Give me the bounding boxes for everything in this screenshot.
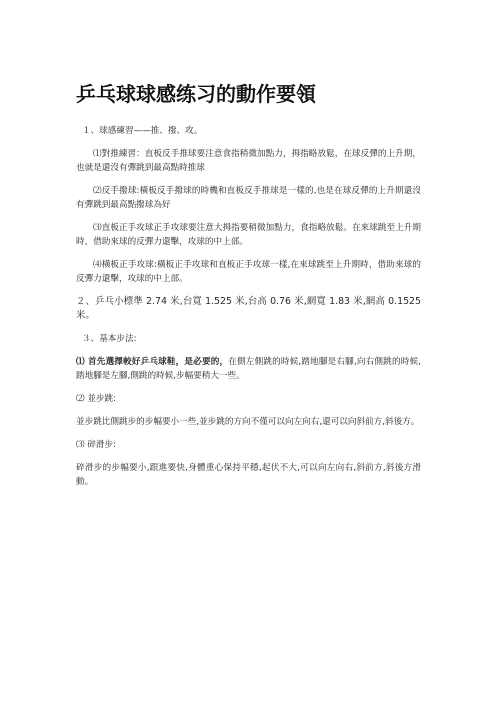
section-3-item-1-lead: ⑴ 首先選擇較好乒乓球鞋，是必要的， bbox=[76, 357, 229, 367]
section-3-item-2-text: 並步跳比側跳步的步幅要小一些,並步跳的方向不僅可以向左向右,還可以向斜前方,斜後方。 bbox=[76, 417, 420, 427]
section-3-item-3-text: 碎滑步的步幅要小,跟進要快,身體重心保持平穩,起伏不大,可以向左向右,斜前方,斜後方滑動。 bbox=[76, 463, 421, 487]
section-3-item-1-text: 在側左側跳的時候,踏地腳是右腳,向右側跳的時候,踏地腳是左腳,側跳的時候,步幅要稍大一些。 bbox=[76, 357, 421, 381]
section-3-heading: ３、基本步法: bbox=[82, 334, 137, 344]
section-3-item-3-heading: ⑶ 碎滑步: bbox=[76, 440, 117, 450]
document-title: 乒乓球球感练习的動作要領 bbox=[76, 82, 316, 106]
section-1-item-1: ⑴對推練習：直板反手推球要注意食指稍微加點力，拇指略放鬆，在球反彈的上升期，也就是還沒有彈跳到最高點時推球 bbox=[76, 149, 421, 173]
section-1-item-3: ⑶直板正手攻球正手攻球要注意大拇指要稍微加點力，食指略放鬆。在來球跳至上升期時，借助來球的反彈力還擊，攻球的中上部。 bbox=[76, 223, 421, 247]
section-3-item-1 bbox=[76, 355, 421, 383]
document-body bbox=[76, 124, 421, 498]
section-1-item-2: ⑵反手撥球:橫板反手撥球的時機和直板反手推球是一樣的,也是在球反彈的上升期還沒有彈跳到最高點撥球為好 bbox=[76, 186, 421, 210]
section-1-item-4: ⑷橫板正手攻球:橫板正手攻球和直板正手攻球一樣,在來球跳至上升期時，借助來球的反彈力還擊，攻球的中上部。 bbox=[76, 260, 421, 284]
section-2-text: ２、乒乓小標準 2.74 米,台寬 1.525 米,台高 0.76 米,網寬 1.83 米,網高 0.1525 米。 bbox=[76, 296, 421, 321]
section-3-item-2-heading: ⑵ 並步跳: bbox=[76, 394, 117, 404]
section-1-heading: １、球感練習——推、撥、攻。 bbox=[82, 126, 203, 136]
